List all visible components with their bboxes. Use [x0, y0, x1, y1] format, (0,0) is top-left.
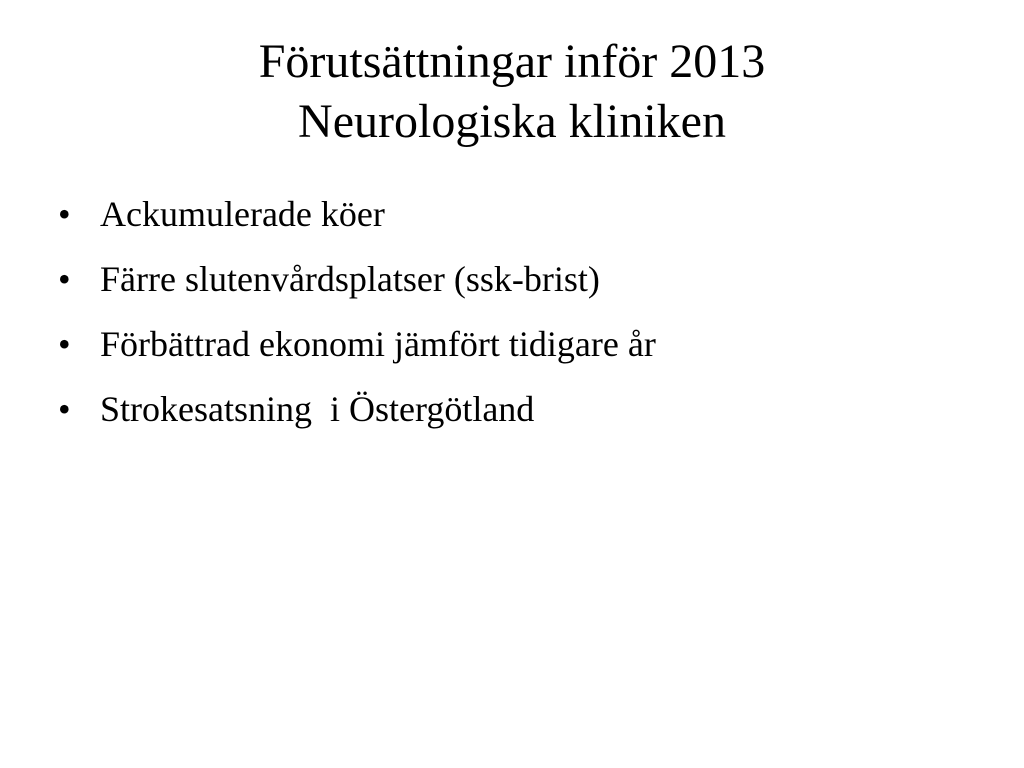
bullet-dot-icon: • — [58, 324, 71, 364]
slide-title-line-1: Förutsättningar inför 2013 — [258, 35, 766, 88]
bullet-list — [58, 184, 978, 444]
bullet-item — [58, 379, 978, 444]
bullet-item — [58, 314, 978, 379]
bullet-dot-icon: • — [58, 194, 71, 234]
bullet-text: Färre slutenvårdsplatser (ssk-brist) — [100, 259, 600, 299]
bullet-text: Ackumulerade köer — [100, 194, 385, 234]
bullet-dot-icon: • — [58, 389, 71, 429]
bullet-item — [58, 184, 978, 249]
slide-title-line-2: Neurologiska kliniken — [298, 95, 726, 148]
bullet-text: Strokesatsning i Östergötland — [100, 389, 535, 429]
bullet-dot-icon: • — [58, 259, 71, 299]
slide-title — [0, 32, 1024, 152]
bullet-text: Förbättrad ekonomi jämfört tidigare år — [100, 324, 656, 364]
bullet-item — [58, 249, 978, 314]
